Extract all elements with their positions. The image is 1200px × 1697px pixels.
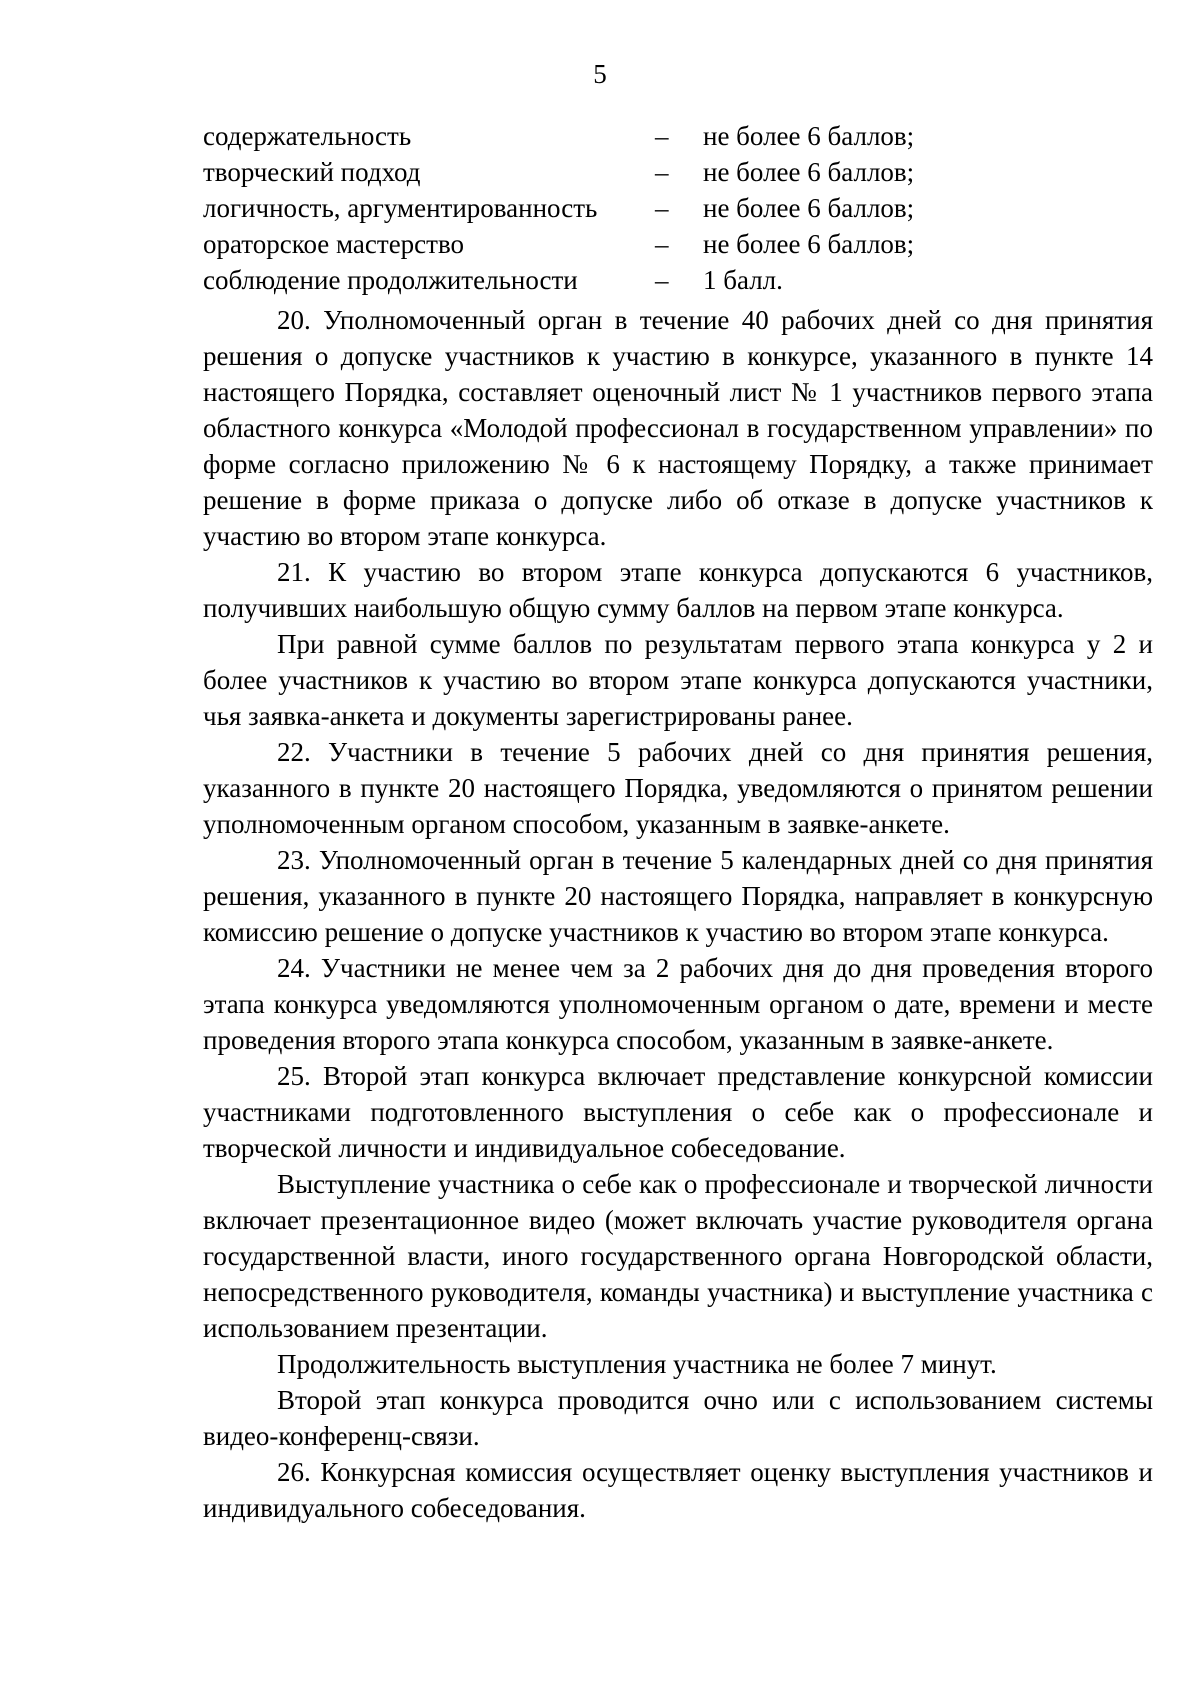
criteria-name: соблюдение продолжительности — [203, 265, 578, 295]
paragraph-21-tie-rule: При равной сумме баллов по результатам первого этапа конкурса у 2 и более участников к участию во втором этапе конкурса допускаются участники, чья заявка-анкета и документы зарегистрированы ранее. — [203, 629, 1153, 731]
criteria-row — [203, 118, 1153, 154]
criteria-dash: – — [655, 121, 669, 151]
paragraph-25-duration: Продолжительность выступления участника не более 7 минут. — [277, 1349, 997, 1379]
criteria-name: ораторское мастерство — [203, 229, 465, 259]
criteria-score: не более 6 баллов; — [703, 193, 915, 223]
document-body — [203, 118, 1153, 1526]
criteria-dash: – — [655, 229, 669, 259]
paragraph-20: 20. Уполномоченный орган в течение 40 рабочих дней со дня принятия решения о допуске участников к участию в конкурсе, указанного в пункте 14 настоящего Порядка, составляет оценочный лист № 1 участников первого этапа областного конкурса «Молодой профессионал в государственном управлении» по форме согласно приложению № 6 к настоящему Порядку, а также принимает решение в форме приказа о допуске либо об отказе в допуске участников к участию во втором этапе конкурса. — [203, 305, 1153, 551]
paragraph-23: 23. Уполномоченный орган в течение 5 календарных дней со дня принятия решения, указанного в пункте 20 настоящего Порядка, направляет в конкурсную комиссию решение о допуске участников к участию во втором этапе конкурса. — [203, 845, 1153, 947]
paragraph-22: 22. Участники в течение 5 рабочих дней со дня принятия решения, указанного в пункте 20 настоящего Порядка, уведомляются о принятом решении уполномоченным органом способом, указанным в заявке-анкете. — [203, 737, 1153, 839]
criteria-row — [203, 262, 1153, 298]
criteria-row — [203, 226, 1153, 262]
criteria-name: содержательность — [203, 121, 412, 151]
criteria-dash: – — [655, 157, 669, 187]
criteria-name: логичность, аргументированность — [203, 193, 598, 223]
paragraph-25: 25. Второй этап конкурса включает представление конкурсной комиссии участниками подготовленного выступления о себе как о профессионале и творческой личности и индивидуальное собеседование. — [203, 1061, 1153, 1163]
criteria-dash: – — [655, 193, 669, 223]
paragraph-25-presentation: Выступление участника о себе как о профессионале и творческой личности включает презентационное видео (может включать участие руководителя органа государственной власти, иного государственного органа Новгородской области, непосредственного руководителя, команды участника) и выступление участника с использованием презентации. — [203, 1169, 1153, 1343]
paragraph-21: 21. К участию во втором этапе конкурса допускаются 6 участников, получивших наибольшую общую сумму баллов на первом этапе конкурса. — [203, 557, 1153, 623]
paragraph-24: 24. Участники не менее чем за 2 рабочих дня до дня проведения второго этапа конкурса уведомляются уполномоченным органом о дате, времени и месте проведения второго этапа конкурса способом, указанным в заявке-анкете. — [203, 953, 1153, 1055]
criteria-score: не более 6 баллов; — [703, 157, 915, 187]
criteria-row — [203, 190, 1153, 226]
criteria-dash: – — [655, 265, 669, 295]
criteria-list — [203, 118, 1153, 298]
criteria-score: 1 балл. — [703, 265, 783, 295]
page-number: 5 — [593, 59, 607, 89]
criteria-name: творческий подход — [203, 157, 421, 187]
criteria-score: не более 6 баллов; — [703, 121, 915, 151]
criteria-row — [203, 154, 1153, 190]
criteria-score: не более 6 баллов; — [703, 229, 915, 259]
paragraph-25-format: Второй этап конкурса проводится очно или с использованием системы видео-конференц-связи. — [203, 1385, 1153, 1451]
paragraph-26: 26. Конкурсная комиссия осуществляет оценку выступления участников и индивидуального собеседования. — [203, 1457, 1153, 1523]
